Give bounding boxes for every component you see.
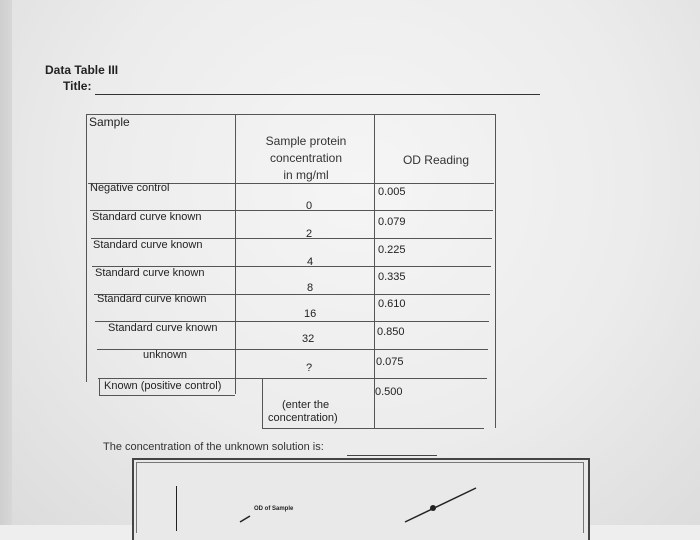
row-concentration[interactable]: 32 [302, 333, 315, 345]
header-sample: Sample [89, 115, 130, 129]
row-concentration[interactable]: 8 [307, 282, 314, 294]
row-concentration-unknown[interactable]: ? [306, 362, 313, 374]
row-sample: unknown [143, 349, 188, 361]
row-od-reading: 0.500 [375, 386, 403, 398]
row-od-reading: 0.075 [376, 356, 404, 368]
row-od-reading: 0.079 [378, 216, 406, 228]
row-od-reading: 0.850 [377, 326, 405, 338]
row-concentration[interactable]: 2 [306, 228, 313, 240]
header-concentration-line3: in mg/ml [283, 168, 329, 182]
document-heading: Data Table III [45, 63, 119, 77]
row-concentration[interactable]: 0 [306, 200, 313, 212]
header-concentration-line2: concentration [269, 151, 343, 165]
header-concentration-line1: Sample protein [265, 134, 347, 148]
title-label: Title: [63, 79, 92, 93]
enter-concentration-note-line2: concentration) [268, 412, 338, 424]
row-sample: Known (positive control) [104, 380, 222, 392]
row-od-reading: 0.005 [378, 186, 406, 198]
row-sample: Standard curve known [97, 293, 207, 305]
row-concentration[interactable]: 4 [307, 256, 314, 268]
graph-y-axis-label: OD of Sample [254, 506, 294, 512]
row-sample: Standard curve known [93, 239, 203, 251]
unknown-concentration-prompt: The concentration of the unknown solution is: [103, 441, 324, 453]
enter-concentration-note-line1: (enter the [282, 399, 330, 411]
header-od-reading: OD Reading [402, 153, 470, 167]
row-od-reading: 0.335 [378, 271, 406, 283]
row-concentration[interactable]: 16 [304, 308, 317, 320]
row-sample: Standard curve known [95, 267, 205, 279]
row-sample: Standard curve known [108, 322, 218, 334]
row-od-reading: 0.610 [378, 298, 406, 310]
trend-point [430, 505, 436, 511]
row-sample: Negative control [90, 182, 170, 194]
trend-segment-left [240, 516, 250, 522]
row-od-reading: 0.225 [378, 244, 406, 256]
trend-segment-right [405, 488, 476, 522]
row-sample: Standard curve known [92, 211, 202, 223]
